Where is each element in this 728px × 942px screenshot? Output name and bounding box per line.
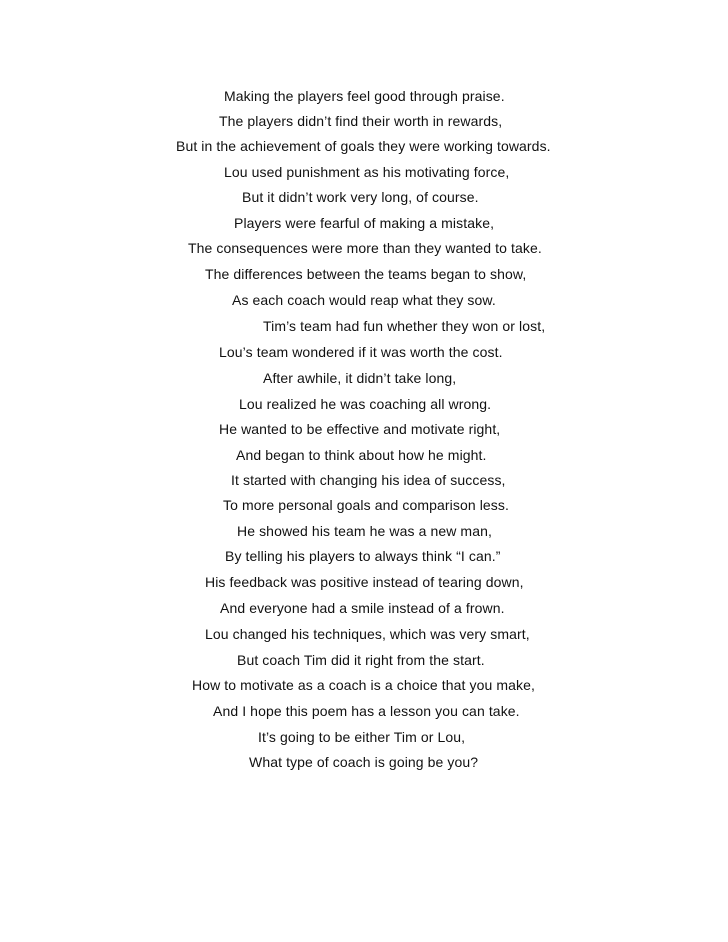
poem-line: And I hope this poem has a lesson you can take. [213, 703, 520, 719]
poem-line: What type of coach is going be you? [249, 754, 479, 770]
poem-line: Lou used punishment as his motivating force, [224, 164, 510, 180]
poem-line: To more personal goals and comparison less. [223, 497, 510, 513]
poem-line: Lou’s team wondered if it was worth the cost. [219, 344, 503, 360]
poem-line: By telling his players to always think “I can.” [225, 548, 501, 564]
poem-line: Lou realized he was coaching all wrong. [239, 396, 492, 412]
poem-line: After awhile, it didn’t take long, [263, 370, 457, 386]
poem-line: The differences between the teams began to show, [205, 266, 527, 282]
poem-line: It started with changing his idea of success, [231, 472, 506, 488]
poem-line: And everyone had a smile instead of a frown. [220, 600, 505, 616]
poem-line: He showed his team he was a new man, [237, 523, 492, 539]
poem-line: Making the players feel good through praise. [224, 88, 505, 104]
poem-line: But coach Tim did it right from the start. [237, 652, 485, 668]
poem-line: But in the achievement of goals they were working towards. [176, 138, 551, 154]
poem-line: His feedback was positive instead of tearing down, [205, 574, 524, 590]
poem-line: Lou changed his techniques, which was very smart, [205, 626, 530, 642]
poem-line: Players were fearful of making a mistake, [234, 215, 495, 231]
poem-line: The players didn’t find their worth in rewards, [219, 113, 503, 129]
poem-line: It’s going to be either Tim or Lou, [258, 729, 466, 745]
poem-line: And began to think about how he might. [236, 447, 487, 463]
poem-line: Tim’s team had fun whether they won or lost, [263, 318, 546, 334]
poem-line: How to motivate as a coach is a choice that you make, [192, 677, 536, 693]
poem-line: But it didn’t work very long, of course. [242, 189, 479, 205]
poem-line: He wanted to be effective and motivate right, [219, 421, 501, 437]
poem-line: As each coach would reap what they sow. [232, 292, 496, 308]
poem-line: The consequences were more than they wanted to take. [188, 240, 542, 256]
